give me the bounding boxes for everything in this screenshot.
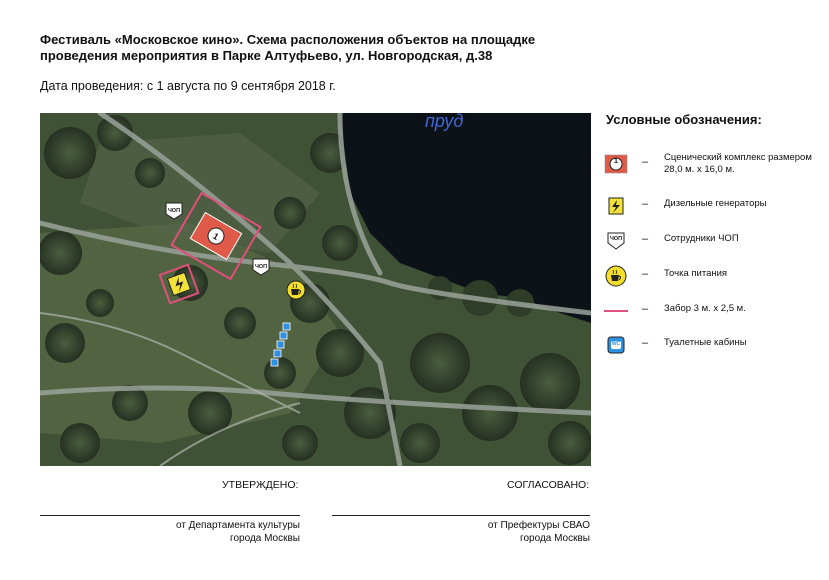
approved-by-line1: от Департамента культуры [175,520,300,531]
agreed-heading: СОГЛАСОВАНО: [507,479,590,491]
legend-label-food: Точка питания [664,268,728,279]
approved-signature-line [40,515,300,516]
toilet-cabin [274,350,281,357]
legend-dash: – [642,303,649,315]
pond-label: пруд [425,113,464,131]
toilet-cabin [277,341,284,348]
agreed-by [390,519,590,545]
toilet-icon [604,333,628,357]
agreed-by-line1: от Префектуры СВАО [487,520,590,531]
legend-dash: – [642,233,649,245]
legend-dash: – [642,337,649,349]
security-label-2: ЧОП [254,264,268,270]
legend-item-security [600,229,829,255]
agreed-signature-line [332,515,590,516]
aerial-map[interactable] [40,113,591,466]
stage-number: 1 [211,230,221,243]
legend-dash: – [642,198,649,210]
toilet-cabin [271,359,278,366]
security-icon-label: ЧОП [609,236,623,242]
legend-item-food [600,264,829,290]
stage-icon-number: 1 [614,158,618,165]
security-label-1: ЧОП [167,208,181,214]
legend-label-fence: Забор 3 м. х 2,5 м. [664,303,746,314]
stage-icon [604,152,628,176]
toilet-icon-label: WC [611,341,621,347]
legend-label-toilet: Туалетные кабины [664,337,747,348]
legend-item-fence [600,299,829,325]
toilet-cabin [280,332,287,339]
approved-by-line2: города Москвы [230,533,300,544]
legend-item-generator [600,194,829,220]
legend-item-toilet [600,333,829,359]
legend-dash: – [642,268,649,280]
event-date: Дата проведения: с 1 августа по 9 сентября 2018 г. [40,79,336,93]
food-marker[interactable] [287,281,305,299]
legend-title: Условные обозначения: [606,112,762,127]
approved-by [100,519,300,545]
approved-heading: УТВЕРЖДЕНО: [222,479,299,491]
toilet-cabin [283,323,290,330]
agreed-by-line2: города Москвы [520,533,590,544]
map-title: Фестиваль «Московское кино». Схема расположения объектов на площадке проведения мероприятия в Парке Алтуфьево, ул. Новгородская, д.38 [40,32,536,63]
fence-icon [604,299,628,323]
legend-label-security: Сотрудники ЧОП [664,233,739,244]
generator-icon [604,194,628,218]
legend-dash: – [642,156,649,168]
food-icon [604,264,628,288]
legend-label-generator: Дизельные генераторы [664,198,767,209]
legend-label-stage: Сценический комплекс размером 28,0 м. х 16,0 м. [664,152,812,175]
legend-item-stage [600,152,829,178]
map-canvas [40,113,591,466]
security-icon [604,229,628,253]
